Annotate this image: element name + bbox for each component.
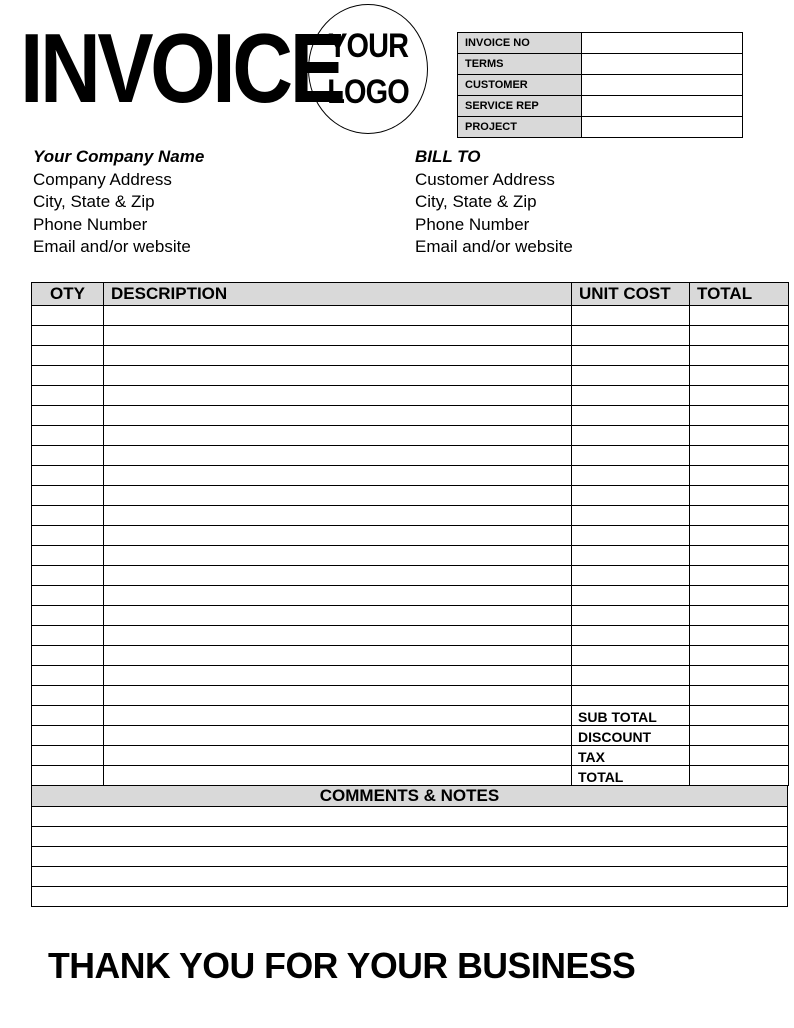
table-row [32, 546, 789, 566]
table-row [32, 586, 789, 606]
qty-cell[interactable] [32, 726, 104, 746]
meta-row-customer [458, 75, 743, 96]
table-row [32, 326, 789, 346]
unit-cost-cell[interactable] [572, 406, 690, 426]
total-cell[interactable] [690, 366, 789, 386]
qty-cell[interactable] [32, 666, 104, 686]
qty-cell[interactable] [32, 406, 104, 426]
unit-cost-cell[interactable] [572, 546, 690, 566]
service-rep-field[interactable] [582, 96, 743, 117]
description-cell[interactable] [104, 366, 572, 386]
table-row [32, 566, 789, 586]
table-row [32, 606, 789, 626]
company-city: City, State & Zip [33, 192, 155, 211]
description-cell[interactable] [104, 386, 572, 406]
project-field[interactable] [582, 117, 743, 138]
unit-cost-cell[interactable] [572, 386, 690, 406]
summary-label: DISCOUNT [572, 726, 690, 746]
qty-cell[interactable] [32, 526, 104, 546]
notes-input-line[interactable] [32, 807, 788, 827]
line-items-table [31, 282, 789, 786]
qty-cell[interactable] [32, 546, 104, 566]
items-header-row [32, 283, 789, 306]
qty-cell[interactable] [32, 306, 104, 326]
summary-value-field[interactable] [690, 746, 789, 766]
notes-input-line[interactable] [32, 827, 788, 847]
notes-line [32, 807, 788, 827]
qty-cell[interactable] [32, 586, 104, 606]
description-cell[interactable] [104, 346, 572, 366]
summary-row [32, 746, 789, 766]
table-row [32, 486, 789, 506]
customer-field[interactable] [582, 75, 743, 96]
table-row [32, 426, 789, 446]
terms-field[interactable] [582, 54, 743, 75]
qty-cell[interactable] [32, 446, 104, 466]
meta-label: CUSTOMER [458, 75, 582, 96]
description-cell[interactable] [104, 686, 572, 706]
description-cell[interactable] [104, 606, 572, 626]
total-cell[interactable] [690, 526, 789, 546]
customer-email: Email and/or website [415, 237, 573, 256]
notes-input-line[interactable] [32, 887, 788, 907]
comments-notes-table [31, 785, 788, 907]
unit-cost-cell[interactable] [572, 566, 690, 586]
description-cell[interactable] [104, 426, 572, 446]
total-cell[interactable] [690, 406, 789, 426]
unit-cost-cell[interactable] [572, 366, 690, 386]
qty-cell[interactable] [32, 346, 104, 366]
unit-cost-cell[interactable] [572, 666, 690, 686]
qty-cell[interactable] [32, 746, 104, 766]
qty-cell[interactable] [32, 686, 104, 706]
unit-cost-cell[interactable] [572, 486, 690, 506]
unit-cost-cell[interactable] [572, 466, 690, 486]
logo-text-line1: YOUR [327, 27, 409, 65]
unit-cost-cell[interactable] [572, 446, 690, 466]
logo-placeholder [308, 4, 428, 134]
description-cell[interactable] [104, 626, 572, 646]
description-cell[interactable] [104, 766, 572, 786]
meta-row-invoice-no [458, 33, 743, 54]
company-email: Email and/or website [33, 237, 191, 256]
description-cell[interactable] [104, 666, 572, 686]
table-row [32, 386, 789, 406]
summary-label: TAX [572, 746, 690, 766]
meta-row-project [458, 117, 743, 138]
summary-row [32, 766, 789, 786]
total-cell[interactable] [690, 586, 789, 606]
table-row [32, 626, 789, 646]
notes-line [32, 887, 788, 907]
customer-city: City, State & Zip [415, 192, 537, 211]
qty-cell[interactable] [32, 426, 104, 446]
total-cell[interactable] [690, 666, 789, 686]
table-row [32, 346, 789, 366]
table-row [32, 526, 789, 546]
total-cell[interactable] [690, 566, 789, 586]
qty-cell[interactable] [32, 606, 104, 626]
table-row [32, 406, 789, 426]
description-cell[interactable] [104, 526, 572, 546]
summary-row [32, 706, 789, 726]
unit-cost-cell[interactable] [572, 606, 690, 626]
qty-cell[interactable] [32, 466, 104, 486]
total-cell[interactable] [690, 686, 789, 706]
invoice-title: INVOICE [20, 13, 343, 123]
total-cell[interactable] [690, 426, 789, 446]
summary-row [32, 726, 789, 746]
table-row [32, 686, 789, 706]
notes-input-line[interactable] [32, 847, 788, 867]
summary-value-field[interactable] [690, 706, 789, 726]
description-cell[interactable] [104, 486, 572, 506]
description-cell[interactable] [104, 566, 572, 586]
summary-label: SUB TOTAL [572, 706, 690, 726]
table-row [32, 506, 789, 526]
unit-cost-cell[interactable] [572, 346, 690, 366]
unit-cost-cell[interactable] [572, 626, 690, 646]
notes-input-line[interactable] [32, 867, 788, 887]
company-name: Your Company Name [33, 147, 205, 166]
unit-cost-cell[interactable] [572, 426, 690, 446]
total-cell[interactable] [690, 386, 789, 406]
unit-cost-cell[interactable] [572, 506, 690, 526]
table-row [32, 366, 789, 386]
description-cell[interactable] [104, 306, 572, 326]
summary-value-field[interactable] [690, 766, 789, 786]
qty-cell[interactable] [32, 386, 104, 406]
company-address: Company Address [33, 169, 172, 189]
notes-line [32, 827, 788, 847]
meta-label: SERVICE REP [458, 96, 582, 117]
customer-phone: Phone Number [415, 214, 530, 234]
thank-you-message: THANK YOU FOR YOUR BUSINESS [48, 945, 636, 986]
description-cell[interactable] [104, 726, 572, 746]
column-header-unit-cost: UNIT COST [572, 283, 690, 306]
bill-to-block [415, 146, 573, 259]
description-cell[interactable] [104, 546, 572, 566]
company-phone: Phone Number [33, 214, 148, 234]
column-header-total: TOTAL [690, 283, 789, 306]
table-row [32, 306, 789, 326]
description-cell[interactable] [104, 746, 572, 766]
qty-cell[interactable] [32, 566, 104, 586]
qty-cell[interactable] [32, 646, 104, 666]
description-cell[interactable] [104, 446, 572, 466]
total-cell[interactable] [690, 446, 789, 466]
notes-line [32, 867, 788, 887]
table-row [32, 646, 789, 666]
meta-row-terms [458, 54, 743, 75]
total-cell[interactable] [690, 326, 789, 346]
qty-cell[interactable] [32, 486, 104, 506]
total-cell[interactable] [690, 306, 789, 326]
description-cell[interactable] [104, 646, 572, 666]
customer-address: Customer Address [415, 169, 555, 189]
description-cell[interactable] [104, 326, 572, 346]
qty-cell[interactable] [32, 326, 104, 346]
unit-cost-cell[interactable] [572, 586, 690, 606]
qty-cell[interactable] [32, 506, 104, 526]
total-cell[interactable] [690, 606, 789, 626]
notes-heading: COMMENTS & NOTES [32, 786, 788, 807]
notes-line [32, 847, 788, 867]
bill-to-heading: BILL TO [415, 147, 481, 166]
description-cell[interactable] [104, 466, 572, 486]
meta-label: TERMS [458, 54, 582, 75]
qty-cell[interactable] [32, 626, 104, 646]
invoice-meta-table [457, 32, 743, 138]
unit-cost-cell[interactable] [572, 526, 690, 546]
total-cell[interactable] [690, 626, 789, 646]
total-cell[interactable] [690, 546, 789, 566]
meta-label: PROJECT [458, 117, 582, 138]
notes-header-row [32, 786, 788, 807]
total-cell[interactable] [690, 466, 789, 486]
description-cell[interactable] [104, 506, 572, 526]
column-header-qty: OTY [32, 283, 104, 306]
summary-label: TOTAL [572, 766, 690, 786]
meta-label: INVOICE NO [458, 33, 582, 54]
description-cell[interactable] [104, 586, 572, 606]
qty-cell[interactable] [32, 706, 104, 726]
seller-address-block [33, 146, 204, 259]
logo-text-line2: LOGO [327, 73, 409, 111]
invoice-no-field[interactable] [582, 33, 743, 54]
total-cell[interactable] [690, 486, 789, 506]
column-header-description: DESCRIPTION [104, 283, 572, 306]
table-row [32, 666, 789, 686]
description-cell[interactable] [104, 406, 572, 426]
unit-cost-cell[interactable] [572, 646, 690, 666]
total-cell[interactable] [690, 346, 789, 366]
table-row [32, 446, 789, 466]
unit-cost-cell[interactable] [572, 306, 690, 326]
unit-cost-cell[interactable] [572, 326, 690, 346]
table-row [32, 466, 789, 486]
qty-cell[interactable] [32, 366, 104, 386]
total-cell[interactable] [690, 646, 789, 666]
total-cell[interactable] [690, 506, 789, 526]
unit-cost-cell[interactable] [572, 686, 690, 706]
qty-cell[interactable] [32, 766, 104, 786]
summary-value-field[interactable] [690, 726, 789, 746]
meta-row-service-rep [458, 96, 743, 117]
description-cell[interactable] [104, 706, 572, 726]
